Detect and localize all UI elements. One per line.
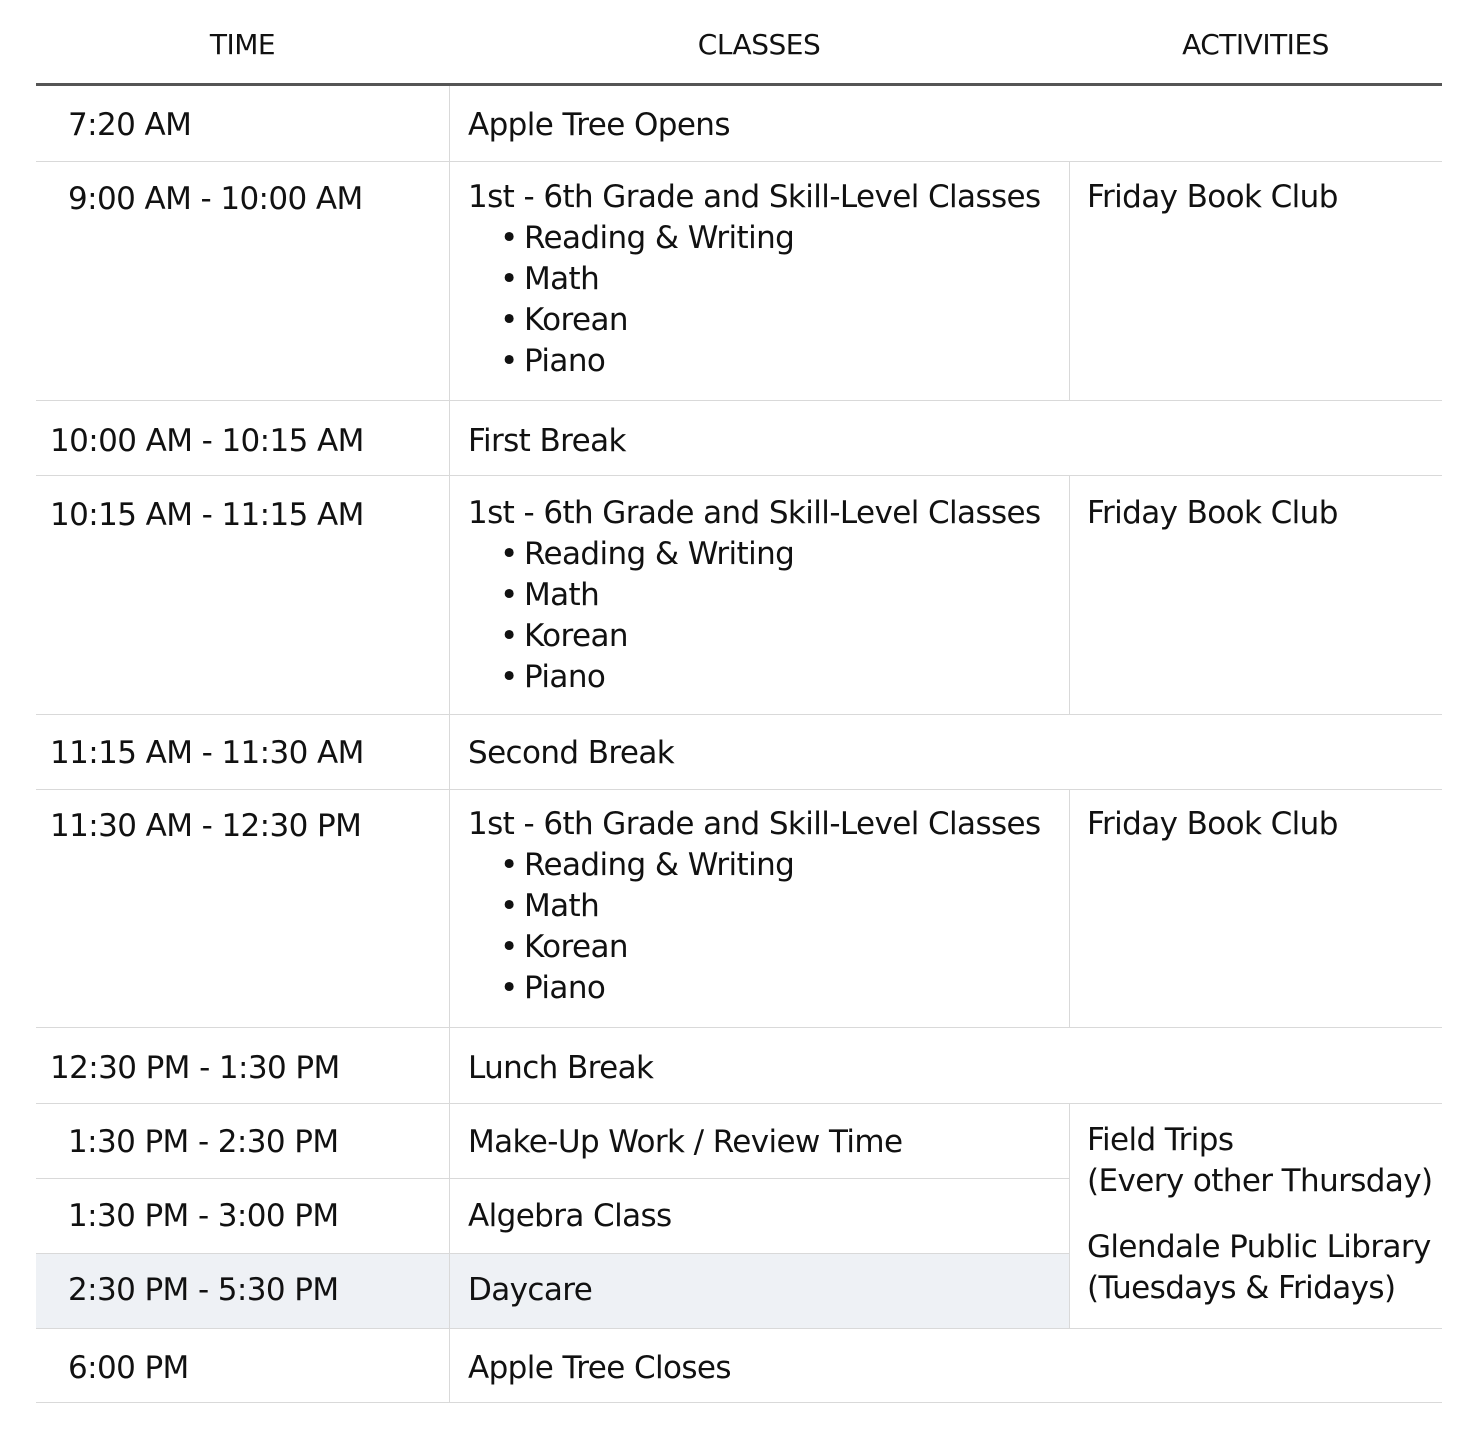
row-divider: [36, 1402, 1442, 1403]
time-cell: 1:30 PM - 2:30 PM: [68, 1124, 339, 1160]
subject-list: [468, 845, 1041, 1009]
bullet-icon: •: [500, 302, 518, 338]
list-item: • Reading & Writing: [468, 218, 1041, 259]
activity-cell: Friday Book Club: [1087, 179, 1338, 215]
time-cell: 11:30 AM - 12:30 PM: [50, 808, 362, 844]
time-cell: 9:00 AM - 10:00 AM: [68, 181, 363, 217]
library-label: Glendale Public Library: [1087, 1229, 1431, 1265]
header-activities: ACTIVITIES: [1182, 28, 1329, 61]
row-divider: [36, 161, 1442, 162]
row-divider: [36, 475, 1442, 476]
row-divider: [36, 1027, 1442, 1028]
class-cell: Second Break: [468, 735, 675, 771]
list-item: • Reading & Writing: [468, 534, 1041, 575]
list-item: • Math: [468, 575, 1041, 616]
list-item: • Korean: [468, 927, 1041, 968]
time-cell: 12:30 PM - 1:30 PM: [50, 1050, 340, 1086]
bullet-icon: •: [500, 261, 518, 297]
subject-list: [468, 218, 1041, 382]
list-item: • Piano: [468, 341, 1041, 382]
row-divider: [36, 714, 1442, 715]
library-note: (Tuesdays & Fridays): [1087, 1270, 1396, 1306]
class-cell: First Break: [468, 423, 626, 459]
list-item: • Korean: [468, 300, 1041, 341]
header-time: TIME: [209, 28, 276, 61]
class-cell: Algebra Class: [468, 1198, 672, 1234]
activity-cell: Friday Book Club: [1087, 806, 1338, 842]
list-item: • Math: [468, 259, 1041, 300]
class-cell: Lunch Break: [468, 1050, 654, 1086]
class-cell: Apple Tree Opens: [468, 107, 730, 143]
class-cell: Make-Up Work / Review Time: [468, 1124, 903, 1160]
column-divider-time: [449, 86, 450, 1402]
header-classes: CLASSES: [697, 28, 821, 61]
class-cell: Apple Tree Closes: [468, 1350, 731, 1386]
column-divider-activities: [1069, 475, 1070, 714]
bullet-icon: •: [500, 847, 518, 883]
row-divider: [36, 1178, 1069, 1179]
subject-list: [468, 534, 1041, 698]
activity-cell: Friday Book Club: [1087, 495, 1338, 531]
class-cell: [468, 177, 1041, 382]
row-divider: [36, 1103, 1442, 1104]
bullet-icon: •: [500, 577, 518, 613]
time-cell: 11:15 AM - 11:30 AM: [50, 735, 364, 771]
time-cell: 2:30 PM - 5:30 PM: [68, 1272, 339, 1308]
time-cell: 7:20 AM: [68, 107, 192, 143]
time-cell: 6:00 PM: [68, 1350, 189, 1386]
time-cell: 1:30 PM - 3:00 PM: [68, 1198, 339, 1234]
list-item: • Piano: [468, 968, 1041, 1009]
bullet-icon: •: [500, 220, 518, 256]
row-divider: [36, 1253, 1069, 1254]
bullet-icon: •: [500, 888, 518, 924]
class-title: 1st - 6th Grade and Skill-Level Classes: [468, 806, 1041, 842]
column-divider-activities: [1069, 789, 1070, 1027]
field-trips-note: (Every other Thursday): [1087, 1163, 1433, 1199]
list-item: • Reading & Writing: [468, 845, 1041, 886]
row-divider: [36, 789, 1442, 790]
bullet-icon: •: [500, 618, 518, 654]
class-cell: [468, 804, 1041, 1009]
table-header: [36, 0, 1442, 86]
class-title: 1st - 6th Grade and Skill-Level Classes: [468, 495, 1041, 531]
class-cell: Daycare: [468, 1272, 593, 1308]
class-title: 1st - 6th Grade and Skill-Level Classes: [468, 179, 1041, 215]
bullet-icon: •: [500, 536, 518, 572]
row-divider: [36, 1328, 1442, 1329]
field-trips-label: Field Trips: [1087, 1122, 1234, 1158]
time-cell: 10:00 AM - 10:15 AM: [50, 423, 364, 459]
list-item: • Piano: [468, 657, 1041, 698]
list-item: • Korean: [468, 616, 1041, 657]
bullet-icon: •: [500, 343, 518, 379]
bullet-icon: •: [500, 929, 518, 965]
list-item: • Math: [468, 886, 1041, 927]
bullet-icon: •: [500, 970, 518, 1006]
activity-cell-afternoon: [1087, 1120, 1433, 1309]
column-divider-activities: [1069, 161, 1070, 400]
bullet-icon: •: [500, 659, 518, 695]
time-cell: 10:15 AM - 11:15 AM: [50, 497, 364, 533]
column-divider-activities: [1069, 1103, 1070, 1328]
class-cell: [468, 493, 1041, 698]
row-divider: [36, 400, 1442, 401]
